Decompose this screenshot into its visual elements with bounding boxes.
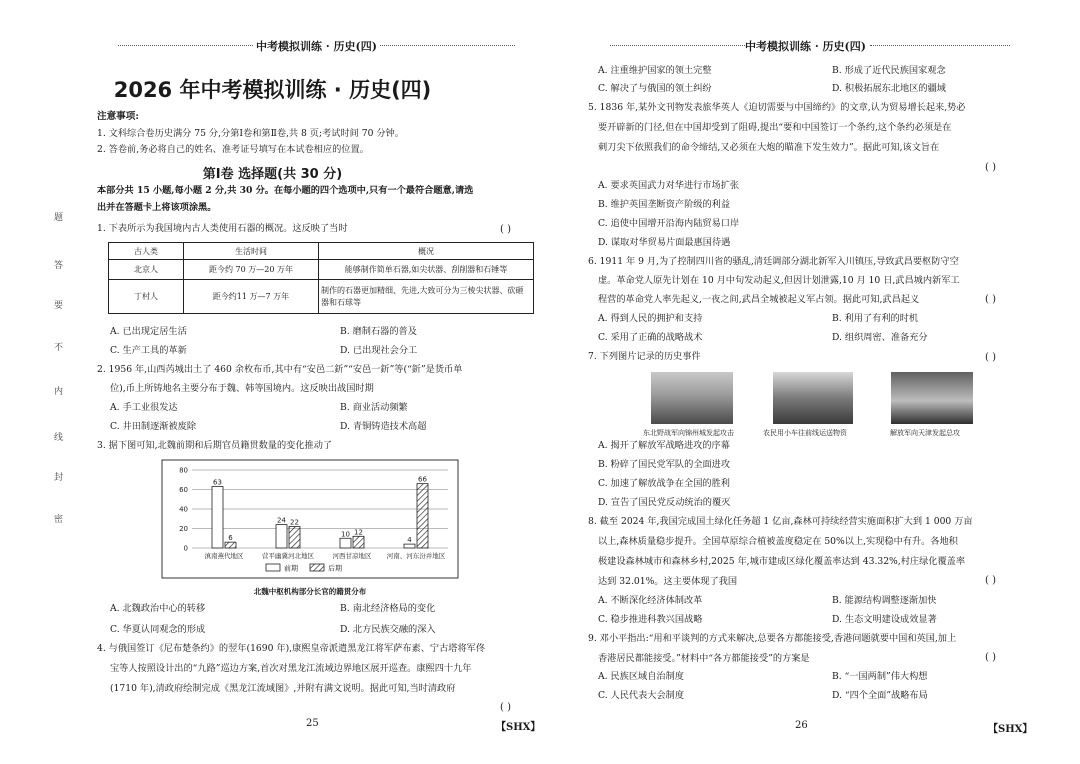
table-header: 生活时间 (184, 243, 319, 260)
answer-paren: ( ) (985, 652, 996, 663)
bar-late (353, 536, 364, 548)
q2-stem: 位),币上所铸地名主要分布于魏、韩等国境内。这反映出战国时期 (110, 383, 374, 394)
answer-paren: ( ) (985, 162, 996, 173)
option: D. 生态文明建设成效显著 (832, 614, 937, 625)
option: B. 利用了有利的时机 (832, 313, 919, 324)
table-cell: 北京人 (109, 260, 184, 280)
option: C. 井田制逐渐被废除 (110, 421, 197, 432)
y-tick-label: 20 (179, 525, 188, 533)
photo-tianjin-attack (891, 372, 973, 424)
option: C. 华夏认同观念的形成 (110, 624, 206, 635)
header-rule-left (610, 45, 745, 46)
data-label: 4 (407, 536, 412, 545)
bar-early (404, 544, 415, 548)
bar-early (276, 525, 287, 548)
answer-paren: ( ) (985, 294, 996, 305)
bar-late (417, 484, 428, 548)
option: D. 北方民族交融的深入 (340, 624, 436, 635)
note-item: 1. 文科综合卷历史满分 75 分,分第Ⅰ卷和第Ⅱ卷,共 8 页;考试时间 70 分钟。 (97, 128, 404, 139)
q4-stem: 4. 与俄国签订《尼布楚条约》的翌年(1690 年),康熙皇帝派遣黑龙江将军萨布素、宁古塔将军佟 (97, 643, 486, 654)
margin-char: 封 (54, 473, 64, 483)
option: A. 揭开了解放军战略进攻的序幕 (598, 440, 730, 451)
table-header: 概况 (319, 243, 534, 260)
note-item: 2. 答卷前,务必将自己的姓名、准考证号填写在本试卷相应的位置。 (97, 144, 369, 155)
option: C. 人民代表大会制度 (598, 690, 685, 701)
q4-stem: (1710 年),清政府绘制完成《黑龙江流域图》,并附有满文说明。据此可知,当时清政府 (110, 683, 456, 694)
category-label: 河南、河东汾并地区 (386, 552, 446, 560)
q6-stem: 虚。革命党人原先计划在 10 月中旬发动起义,但因计划泄露,10 月 10 日,武昌城内新军工 (598, 275, 960, 286)
option: C. 稳步推进科教兴国战略 (598, 614, 703, 625)
margin-char: 内 (54, 387, 64, 397)
section-instruction: 本部分共 15 小题,每小题 2 分,共 30 分。在每小题的四个选项中,只有一个最符合题意,请选 (97, 185, 474, 196)
header-rule-right (380, 45, 515, 46)
q8-stem: 达到 32.01%。这主要体现了我国 (598, 576, 738, 587)
option: B. 磨制石器的普及 (340, 326, 417, 337)
table-header: 古人类 (109, 243, 184, 260)
data-label: 66 (418, 475, 427, 484)
right-page (545, 0, 1080, 764)
exam-title: 2026 年中考模拟训练 · 历史(四) (113, 78, 432, 102)
table-cell: 距今约11 万—7 万年 (184, 280, 319, 314)
option: A. 得到人民的拥护和支持 (598, 313, 703, 324)
table-cell: 能够制作简单石器,如尖状器、刮削器和石锤等 (319, 260, 534, 280)
option: D. 宣告了国民党反动统治的覆灭 (598, 497, 731, 508)
photo-caption: 农民用小车往前线运送物资 (763, 429, 847, 437)
y-tick-label: 60 (179, 486, 188, 494)
y-tick-label: 80 (179, 466, 188, 475)
option: D. 组织周密、准备充分 (832, 332, 928, 343)
data-label: 12 (354, 528, 363, 537)
margin-char: 密 (54, 515, 64, 525)
section-title: 第Ⅰ卷 选择题(共 30 分) (202, 167, 343, 182)
option: C. 采用了正确的战略战术 (598, 332, 703, 343)
option: D. 积极拓展东北地区的疆域 (832, 83, 946, 94)
photo-caption: 解放军向天津发起总攻 (890, 429, 960, 437)
exam-tag: 【SHX】 (988, 724, 1033, 735)
q2-stem: 2. 1956 年,山西芮城出土了 460 余枚布币,其中有“安邑二釿”“安邑一釿”等(“釿”是货币单 (97, 364, 463, 375)
q3-stem: 3. 据下图可知,北魏前期和后期官员籍贯数量的变化推动了 (97, 440, 333, 451)
margin-char: 答 (54, 261, 64, 271)
category-label: 滇南燕代地区 (204, 552, 244, 560)
option: B. 能源结构调整逐渐加快 (832, 595, 937, 606)
q1-stem: 1. 下表所示为我国境内古人类使用石器的概况。这反映了当时 (97, 223, 348, 234)
page-number: 26 (795, 720, 808, 731)
margin-char: 线 (54, 433, 64, 443)
option: D. 已出现社会分工 (340, 345, 418, 356)
q5-stem: 刺刀尖下依照我们的命令缔结,又必须在大炮的瞄准下发生效力”。据此可知,该文旨在 (598, 142, 940, 153)
header-rule-right (870, 45, 1010, 46)
chart-title: 北魏中枢机构部分长官的籍贯分布 (253, 587, 367, 596)
q6-stem: 6. 1911 年 9 月,为了控制四川省的骚乱,清廷调部分湖北新军入川镇压,导致武昌要枢防守空 (588, 256, 959, 267)
category-label: 河西甘凉地区 (332, 552, 372, 560)
chart-frame (162, 460, 458, 578)
option: B. 维护英国垄断资产阶级的利益 (598, 199, 731, 210)
q3-bar-chart (160, 458, 460, 598)
table-cell: 丁村人 (109, 280, 184, 314)
option: A. 手工业很发达 (110, 402, 178, 413)
option: A. 注重维护国家的领土完整 (598, 65, 712, 76)
option: A. 不断深化经济体制改革 (598, 595, 703, 606)
margin-char: 要 (54, 301, 64, 311)
bar-early (340, 538, 351, 548)
option: A. 已出现定居生活 (110, 326, 187, 337)
q8-stem: 8. 截至 2024 年,我国完成国土绿化任务超 1 亿亩,森林可持续经营实施面积扩大到 1 000 万亩 (588, 516, 973, 527)
header-rule-left (118, 45, 253, 46)
table-cell: 距今约 70 万—20 万年 (184, 260, 319, 280)
answer-paren: ( ) (500, 224, 511, 235)
data-label: 6 (228, 534, 233, 543)
photo-caption: 东北野战军向锦州城发起攻击 (643, 429, 734, 437)
legend-swatch-early (266, 564, 280, 571)
option: A. 北魏政治中心的转移 (110, 603, 206, 614)
q6-stem: 程营的革命党人率先起义,一夜之间,武昌全城被起义军占领。据此可知,武昌起义 (598, 294, 920, 305)
page-header: 中考模拟训练 · 历史(四) (256, 40, 377, 53)
option: B. 形成了近代民族国家观念 (832, 65, 946, 76)
legend-label: 后期 (328, 564, 342, 573)
y-tick-label: 40 (179, 505, 188, 514)
q9-stem: 9. 邓小平指出:“用和平谈判的方式来解决,总要各方都能接受,香港问题就要中国和英国,加上 (588, 633, 957, 644)
option: D. 谋取对华贸易片面最惠国待遇 (598, 237, 731, 248)
q9-stem: 香港居民都能接受。”材料中“各方都能接受”的方案是 (598, 653, 810, 664)
q7-stem: 7. 下列图片记录的历史事件 (588, 351, 701, 362)
q1-table (108, 242, 534, 314)
answer-paren: ( ) (985, 575, 996, 586)
answer-paren: ( ) (500, 702, 511, 713)
q5-stem: 5. 1836 年,某外文刊物发表旅华英人《迫切需要与中国缔约》的文章,认为贸易增长起来,势必 (588, 102, 966, 113)
option: C. 解决了与俄国的领土纠纷 (598, 83, 712, 94)
section-instruction: 出并在答题卡上将该项涂黑。 (97, 202, 217, 213)
notes-heading: 注意事项: (97, 111, 139, 122)
bar-late (289, 527, 300, 548)
option: A. 要求英国武力对华进行市场扩张 (598, 180, 740, 191)
page-number: 25 (306, 718, 319, 729)
option: D. 青铜铸造技术高超 (340, 421, 427, 432)
legend-label: 前期 (284, 564, 298, 573)
option: B. 商业活动频繁 (340, 402, 408, 413)
category-label: 营平幽冀河北地区 (262, 552, 314, 560)
answer-paren: ( ) (985, 352, 996, 363)
bar-early (212, 487, 223, 548)
photo-jinzhou-attack (651, 372, 733, 424)
legend-swatch-late (310, 564, 324, 571)
q5-stem: 要开辟新的门径,但在中国却受到了阻碍,提出“要和中国签订一个条约,这个条约必须是在 (598, 122, 952, 133)
photo-supply-carts (773, 372, 853, 424)
bar-late (225, 542, 236, 548)
data-label: 22 (290, 518, 299, 527)
table-cell: 制作的石器更加精细、先进,大致可分为三棱尖状器、砍砸器和石球等 (319, 280, 534, 314)
option: B. 南北经济格局的变化 (340, 603, 436, 614)
page-header: 中考模拟训练 · 历史(四) (745, 40, 866, 53)
data-label: 10 (341, 530, 350, 539)
option: C. 生产工具的革新 (110, 345, 187, 356)
q8-stem: 极建设森林城市和森林乡村,2025 年,城市建成区绿化覆盖率达到 43.32%,村庄绿化覆盖率 (598, 556, 966, 567)
margin-char: 题 (54, 213, 64, 223)
margin-char: 不 (54, 343, 64, 353)
data-label: 24 (277, 516, 286, 525)
q4-stem: 宝等人按照设计出的“九路”巡边方案,首次对黑龙江流域边界地区展开巡查。康熙四十九年 (110, 663, 472, 674)
option: B. “一国两制”伟大构想 (832, 671, 928, 682)
option: B. 粉碎了国民党军队的全面进攻 (598, 459, 731, 470)
option: C. 加速了解放战争在全国的胜利 (598, 478, 730, 489)
y-tick-label: 0 (183, 544, 188, 553)
option: D. “四个全面”战略布局 (832, 690, 928, 701)
option: C. 追使中国增开沿海内陆贸易口岸 (598, 218, 740, 229)
q8-stem: 以上,森林质量稳步提升。全国草原综合植被盖度稳定在 50%以上,实现稳中有升。各地积 (598, 536, 958, 547)
data-label: 63 (213, 478, 222, 487)
exam-tag: 【SHX】 (496, 722, 541, 733)
option: A. 民族区域自治制度 (598, 671, 684, 682)
